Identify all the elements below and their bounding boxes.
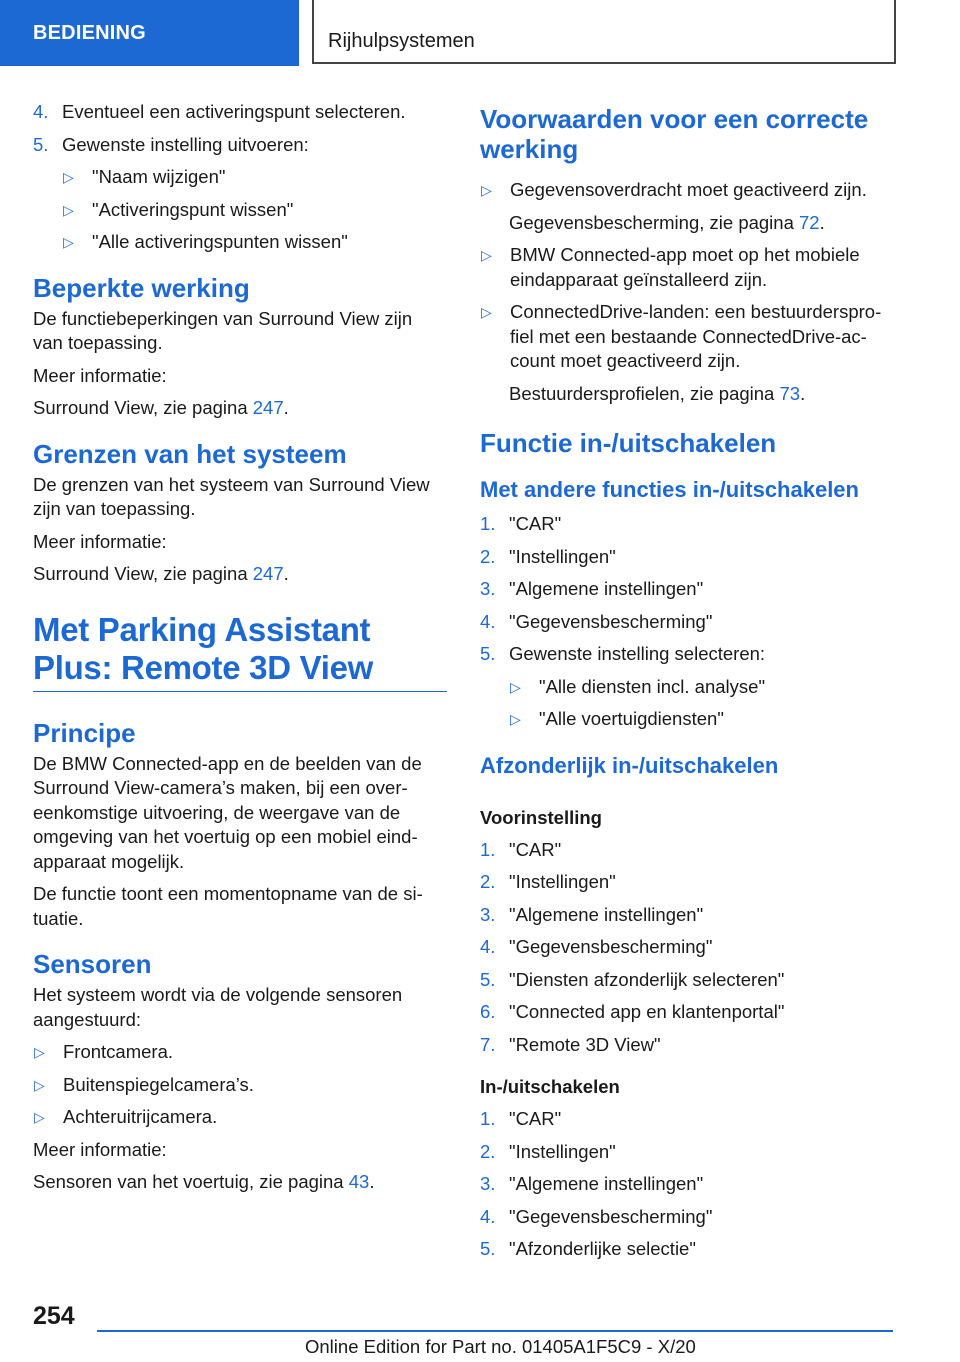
page-number: 254 [33, 1302, 75, 1330]
triangle-right-icon: ▷ [34, 1044, 45, 1060]
list-item [480, 610, 900, 635]
list-item [33, 133, 447, 158]
list-item [480, 1172, 900, 1197]
reference-end: . [819, 211, 825, 233]
paragraph: De grenzen van het systeem van Surround View zijn van toepassing. [33, 473, 430, 519]
sub-step-text: "Naam wijzigen" [92, 166, 226, 187]
paragraph: Het systeem wordt via de volgende sensoren aangestuurd: [33, 984, 403, 1030]
reference-text: Surround View, zie pagina [33, 563, 253, 584]
step-number: 1. [480, 838, 496, 860]
list-item [480, 1140, 900, 1165]
step-number: 4. [33, 101, 49, 122]
paragraph: Meer informatie: [33, 1138, 167, 1160]
step-number: 3. [480, 1173, 496, 1194]
page-link[interactable]: 72 [799, 211, 820, 233]
step-text: "Instellingen" [509, 871, 616, 892]
condition-text: BMW Connected-app moet op het mobiele eindapparaat geïnstalleerd zijn. [510, 244, 860, 290]
reference-end: . [283, 397, 289, 418]
left-column [33, 100, 447, 1203]
step-number: 3. [480, 578, 496, 599]
heading-functie: Functie in-/uitschakelen [480, 428, 777, 458]
step-text: "Gegevensbescherming" [509, 1205, 713, 1227]
list-item [33, 1073, 447, 1098]
list-item [62, 165, 447, 190]
triangle-right-icon: ▷ [63, 234, 74, 250]
chapter-tab [0, 0, 299, 66]
heading-sensoren: Sensoren [33, 949, 152, 979]
list-item [62, 198, 447, 223]
list-item [480, 968, 900, 993]
steps-list [480, 512, 900, 667]
step-number: 5. [480, 1238, 496, 1259]
list-item [480, 870, 900, 895]
triangle-right-icon: ▷ [481, 247, 492, 263]
heading-met-andere: Met andere functies in-/uitschakelen [480, 477, 859, 502]
main-section-title: Met Parking Assistant Plus: Remote 3D View [33, 611, 447, 692]
step-text: "Gegevensbescherming" [509, 610, 713, 632]
step-text: "Diensten afzonderlijk selecteren" [509, 968, 785, 990]
step-text: "CAR" [509, 838, 562, 860]
step-text: "Instellingen" [509, 545, 616, 567]
right-column [480, 100, 900, 1270]
triangle-right-icon: ▷ [63, 169, 74, 185]
paragraph: De BMW Connected-app en de beelden van de Surround View-camera’s maken, bij een over-eenkomstige uitvoering, de weergave van de omgeving van het voertuig op een mobiel eind-apparaat mogelijk. [33, 752, 422, 872]
list-item [480, 243, 900, 292]
list-item [480, 1107, 900, 1132]
steps-list [33, 100, 447, 157]
reference-text: Gegevensbescherming, zie pagina [509, 211, 800, 233]
page-link[interactable]: 247 [252, 563, 284, 584]
reference [33, 562, 447, 587]
step-number: 1. [480, 1108, 496, 1129]
list-item [480, 512, 900, 537]
heading-grenzen: Grenzen van het systeem [33, 438, 347, 469]
step-number: 5. [480, 643, 496, 664]
page-link[interactable]: 43 [348, 1171, 370, 1192]
reference [509, 382, 900, 407]
paragraph: De functiebeperkingen van Surround View zijn van toepassing. [33, 307, 413, 353]
list-item [509, 707, 900, 732]
reference [33, 1170, 447, 1195]
sensor-text: Achteruitrijcamera. [63, 1106, 218, 1127]
triangle-right-icon: ▷ [481, 182, 492, 198]
step-text: "Instellingen" [509, 1140, 616, 1162]
heading-beperkte-werking: Beperkte werking [33, 272, 250, 303]
conditions-list [480, 243, 900, 374]
conditions-list [480, 178, 900, 203]
step-text: "CAR" [509, 1108, 562, 1129]
section-title: Rijhulpsystemen [328, 30, 475, 52]
footer-edition: Online Edition for Part no. 01405A1F5C9 - X/20 [305, 1336, 696, 1357]
reference-end: . [800, 382, 806, 404]
step-number: 6. [480, 1001, 496, 1022]
list-item [480, 1000, 900, 1025]
heading-afzonderlijk: Afzonderlijk in-/uitschakelen [480, 752, 779, 778]
footer-divider [97, 1330, 893, 1332]
step-text: "Connected app en klantenportal" [509, 1001, 785, 1022]
sub-steps-list [62, 165, 447, 255]
sub-step-text: "Alle diensten incl. analyse" [539, 675, 766, 697]
sensor-text: Buitenspiegelcamera’s. [63, 1073, 254, 1095]
condition-text: Gegevensoverdracht moet geactiveerd zijn. [510, 179, 867, 200]
step-text: Gewenste instelling selecteren: [509, 643, 766, 664]
reference-end: . [283, 563, 289, 584]
list-item [509, 675, 900, 700]
step-number: 2. [480, 871, 496, 892]
triangle-right-icon: ▷ [510, 711, 521, 727]
step-number: 2. [480, 545, 496, 567]
sub-steps-list [509, 675, 900, 732]
reference-text: Sensoren van het voertuig, zie pagina [33, 1171, 349, 1192]
page-link[interactable]: 73 [779, 382, 801, 404]
list-item [480, 1237, 900, 1262]
step-number: 3. [480, 903, 496, 925]
heading-voorwaarden: Voorwaarden voor een correcte werking [480, 104, 869, 164]
subheading-voorinstelling: Voorinstelling [480, 806, 602, 828]
triangle-right-icon: ▷ [34, 1109, 45, 1125]
list-item [480, 642, 900, 667]
step-text: "Gegevensbescherming" [509, 936, 713, 957]
step-text: Gewenste instelling uitvoeren: [62, 133, 309, 155]
list-item [33, 1040, 447, 1065]
sensor-list [33, 1040, 447, 1130]
steps-list [480, 1107, 900, 1262]
step-number: 1. [480, 513, 496, 534]
sensor-text: Frontcamera. [63, 1041, 174, 1062]
step-number: 7. [480, 1033, 496, 1055]
sub-step-text: "Activeringspunt wissen" [92, 198, 294, 220]
list-item [62, 230, 447, 255]
triangle-right-icon: ▷ [481, 304, 492, 320]
paragraph: Meer informatie: [33, 530, 167, 552]
step-number: 4. [480, 936, 496, 957]
reference-end: . [369, 1171, 375, 1192]
triangle-right-icon: ▷ [510, 678, 521, 695]
triangle-right-icon: ▷ [34, 1076, 45, 1093]
section-header [312, 0, 896, 64]
list-item [480, 903, 900, 928]
sub-step-text: "Alle voertuigdiensten" [539, 708, 724, 729]
step-text: "Algemene instellingen" [509, 903, 704, 925]
list-item [480, 1033, 900, 1058]
list-item [480, 838, 900, 863]
list-item [480, 178, 900, 203]
reference [509, 211, 900, 236]
step-text: "Algemene instellingen" [509, 1173, 704, 1194]
paragraph: Meer informatie: [33, 364, 167, 386]
step-number: 5. [480, 968, 496, 990]
page-link[interactable]: 247 [252, 397, 284, 418]
reference [33, 396, 447, 421]
step-text: "Remote 3D View" [509, 1033, 661, 1055]
step-number: 2. [480, 1140, 496, 1162]
reference-text: Surround View, zie pagina [33, 397, 253, 418]
subheading-inuitschakelen: In-/uitschakelen [480, 1076, 620, 1097]
step-text: "Algemene instellingen" [509, 578, 704, 599]
list-item [480, 935, 900, 960]
reference-text: Bestuurdersprofielen, zie pagina [509, 382, 780, 404]
step-text: "Afzonderlijke selectie" [509, 1238, 696, 1259]
triangle-right-icon: ▷ [63, 201, 74, 218]
step-number: 5. [33, 133, 49, 155]
condition-text: ConnectedDrive-landen: een bestuurderspro-fiel met een bestaande ConnectedDrive-ac-count moet geactiveerd zijn. [510, 301, 882, 371]
chapter-title: BEDIENING [33, 21, 146, 44]
heading-principe: Principe [33, 717, 136, 748]
list-item [480, 577, 900, 602]
step-text: "CAR" [509, 513, 562, 534]
step-number: 4. [480, 1205, 496, 1227]
paragraph: De functie toont een momentopname van de si-tuatie. [33, 883, 423, 929]
step-text: Eventueel een activeringspunt selecteren. [62, 101, 406, 122]
sub-step-text: "Alle activeringspunten wissen" [92, 231, 348, 252]
step-number: 4. [480, 610, 496, 632]
list-item [480, 1205, 900, 1230]
list-item [480, 300, 900, 374]
steps-list [480, 838, 900, 1058]
list-item [33, 1105, 447, 1130]
list-item [33, 100, 447, 125]
list-item [480, 545, 900, 570]
